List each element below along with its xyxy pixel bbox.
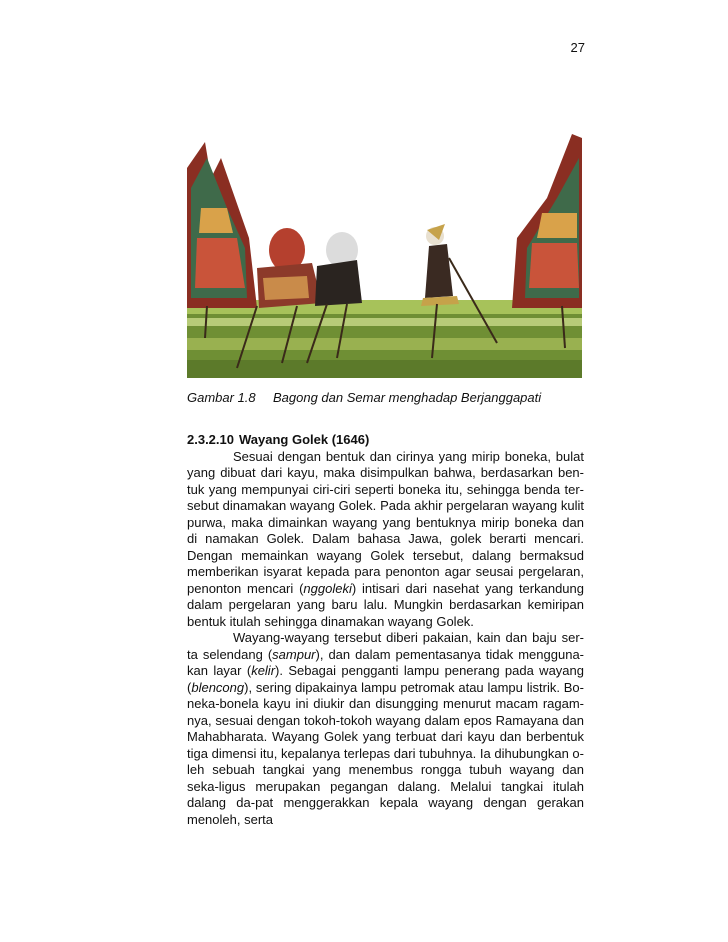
section-heading — [187, 432, 584, 449]
figure-caption-text: Bagong dan Semar menghadap Berjanggapati — [273, 390, 542, 405]
section-title: Wayang Golek (1646) — [239, 432, 370, 447]
paragraph-1: Sesuai dengan bentuk dan cirinya yang mirip boneka, bulat yang dibuat dari kayu, maka disimpulkan bahwa, berdasarkan ben-tuk yang mempunyai ciri-ciri seperti boneka itu, sehingga benda ter-sebut dinamakan wayang Golek. Pada akhir pergelaran wayang kulit purwa, maka dimainkan wayang yang bentuknya mirip boneka dan di namakan Golek. Dalam bahasa Jawa, golek berarti mencari. Dengan memainkan wayang Golek tersebut, dalang bermaksud memberikan isyarat kepada para penonton agar seusai pergelaran, penonton mencari (nggoleki) intisari dari nasehat yang terkandung dalam pergelaran yang baru lalu. Mungkin berdasarkan kemiripan bentuk itulah sehingga dinamakan wayang Golek. — [187, 448, 584, 629]
paragraph-2: Wayang-wayang tersebut diberi pakaian, kain dan baju ser-ta selendang (sampur), dan dalam pementasanya tidak mengguna-kan layar (kelir). Sebagai pengganti lampu penerang pada wayang (blencong), sering dipakainya lampu petromak atau lampu listrik. Bo-neka-bonela kayu ini diukir dan disungging menurut macam ragam-nya, sesuai dengan tokoh-tokoh wayang dalam epos Ramayana dan Mahabharata. Wayang Golek yang terbuat dari kayu dan berbentuk tiga dimensi itu, kepalanya terlepas dari tubuhnya. Ia dihubungkan o-leh sebuah tangkai yang menembus rongga tubuh wayang dan seka-ligus merupakan pegangan dalang. Melalui tangkai itulah dalang da-pat menggerakkan kepala wayang dengan gerakan menoleh, serta — [187, 630, 584, 827]
figure-label: Gambar 1.8 — [187, 390, 256, 405]
section-body — [187, 432, 584, 828]
figure-caption — [187, 390, 541, 405]
section-number: 2.3.2.10 — [187, 432, 234, 447]
wayang-photo — [187, 128, 582, 378]
page-number: 27 — [570, 40, 585, 55]
